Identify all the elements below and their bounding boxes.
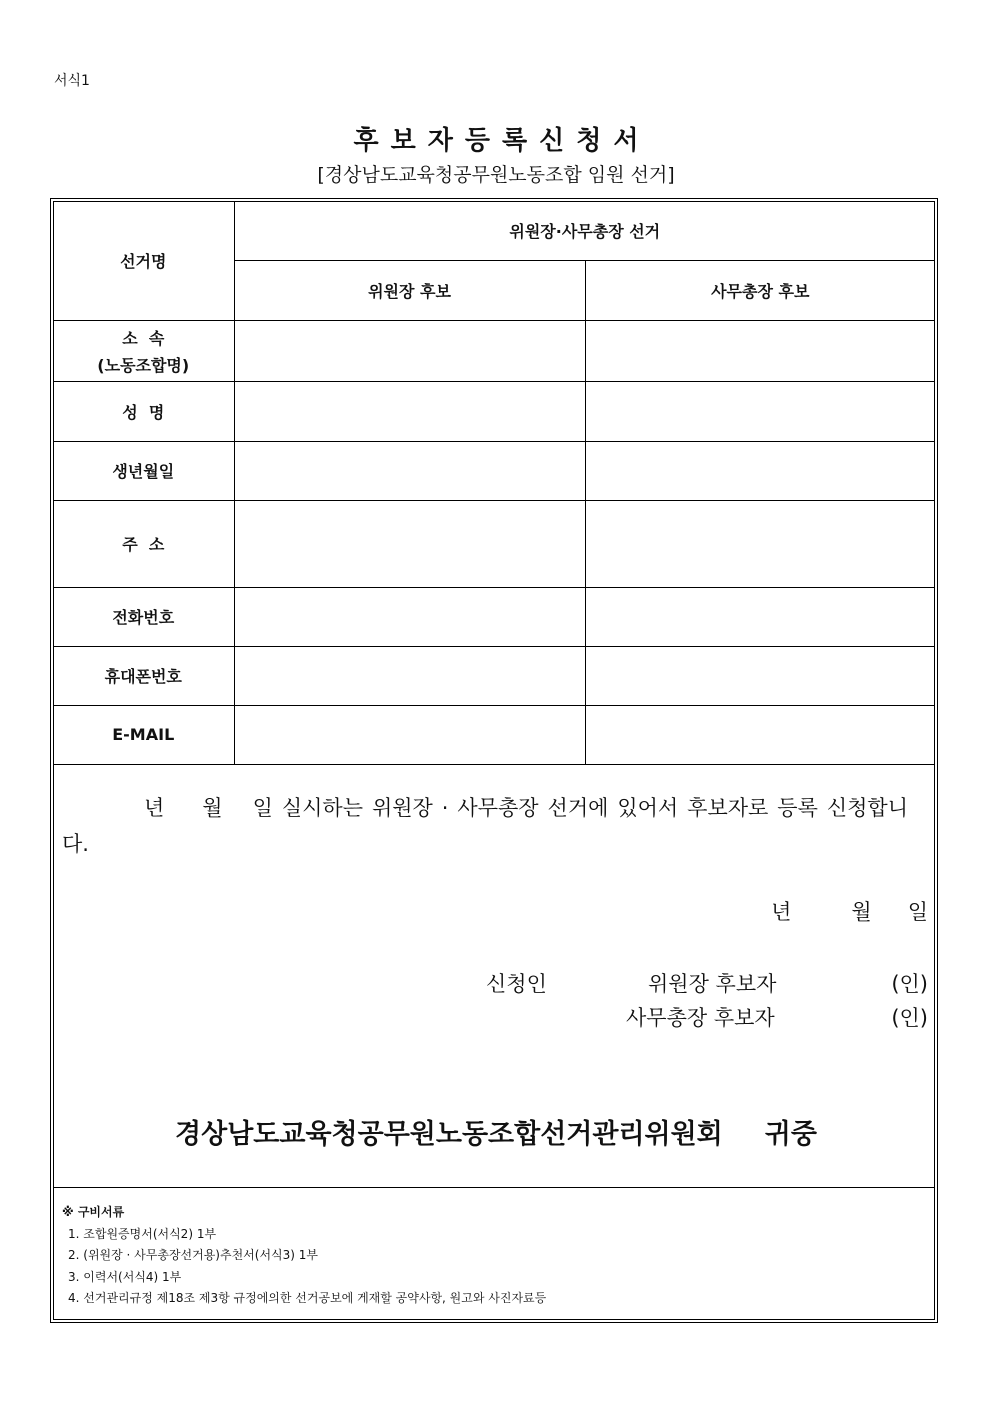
page-title: 후보자등록신청서 — [353, 126, 651, 156]
date-day: 일 — [907, 900, 928, 924]
affiliation-sublabel: (노동조합명) — [97, 355, 190, 375]
chair-address-cell[interactable] — [234, 500, 585, 587]
secgen-email-cell[interactable] — [585, 705, 935, 764]
affiliation-label: 소 속 — [122, 328, 165, 348]
required-document-item: 2. (위원장 · 사무총장선거용)추천서(서식3) 1부 — [68, 1248, 318, 1262]
recipient-name: 경상남도교육청공무원노동조합선거관리위원회 — [175, 1119, 723, 1150]
chair-email-cell[interactable] — [234, 705, 585, 764]
statement-month: 월 — [202, 796, 223, 820]
recipient-suffix: 귀중 — [764, 1119, 817, 1150]
election-label: 선거명 — [53, 201, 234, 320]
required-document-item: 3. 이력서(서식4) 1부 — [68, 1269, 182, 1284]
secgen-name-cell[interactable] — [585, 381, 935, 441]
row-label-name: 성 명 — [53, 381, 234, 441]
row-label-birthdate: 생년월일 — [53, 441, 234, 500]
required-documents — [62, 1202, 546, 1310]
secgen-seal: (인) — [891, 1006, 928, 1030]
secgen-address-cell[interactable] — [585, 500, 935, 587]
form-number: 서식1 — [54, 73, 90, 89]
chair-affiliation-cell[interactable] — [234, 320, 585, 381]
row-label-email: E-MAIL — [53, 705, 234, 764]
chair-candidate-label: 위원장 후보자 — [648, 972, 777, 996]
application-statement — [62, 790, 908, 862]
chair-name-cell[interactable] — [234, 381, 585, 441]
candidate-table — [53, 201, 935, 765]
statement-day: 일 — [252, 796, 273, 820]
chair-seal: (인) — [891, 972, 928, 996]
row-label-mobile: 휴대폰번호 — [53, 646, 234, 705]
page-subtitle: [경상남도교육청공무원노동조합 임원 선거] — [317, 164, 675, 186]
secgen-affiliation-cell[interactable] — [585, 320, 935, 381]
application-date — [771, 896, 928, 926]
election-name: 위원장·사무총장 선거 — [234, 201, 935, 260]
required-document-item: 1. 조합원증명서(서식2) 1부 — [68, 1226, 217, 1241]
required-documents-heading: ※ 구비서류 — [62, 1205, 125, 1219]
recipient — [0, 1112, 992, 1151]
applicant-label: 신청인 — [486, 972, 547, 996]
row-label-address: 주 소 — [53, 500, 234, 587]
secgen-mobile-cell[interactable] — [585, 646, 935, 705]
secgen-phone-cell[interactable] — [585, 587, 935, 646]
column-chair-candidate: 위원장 후보 — [234, 260, 585, 320]
chair-mobile-cell[interactable] — [234, 646, 585, 705]
required-document-item: 4. 선거관리규정 제18조 제3항 규정에의한 선거공보에 게재할 공약사항, 원고와 사진자료등 — [68, 1291, 547, 1305]
date-month: 월 — [851, 900, 872, 924]
statement-year: 년 — [144, 796, 165, 820]
row-label-affiliation — [53, 320, 234, 381]
column-secgen-candidate: 사무총장 후보 — [585, 260, 935, 320]
statement-text: 실시하는 위원장 · 사무총장 선거에 있어서 후보자로 등록 신청합니다. — [62, 796, 908, 856]
secgen-birthdate-cell[interactable] — [585, 441, 935, 500]
chair-phone-cell[interactable] — [234, 587, 585, 646]
secgen-candidate-label: 사무총장 후보자 — [626, 1006, 775, 1030]
section-divider — [53, 1187, 935, 1188]
date-year: 년 — [771, 900, 792, 924]
chair-birthdate-cell[interactable] — [234, 441, 585, 500]
row-label-phone: 전화번호 — [53, 587, 234, 646]
